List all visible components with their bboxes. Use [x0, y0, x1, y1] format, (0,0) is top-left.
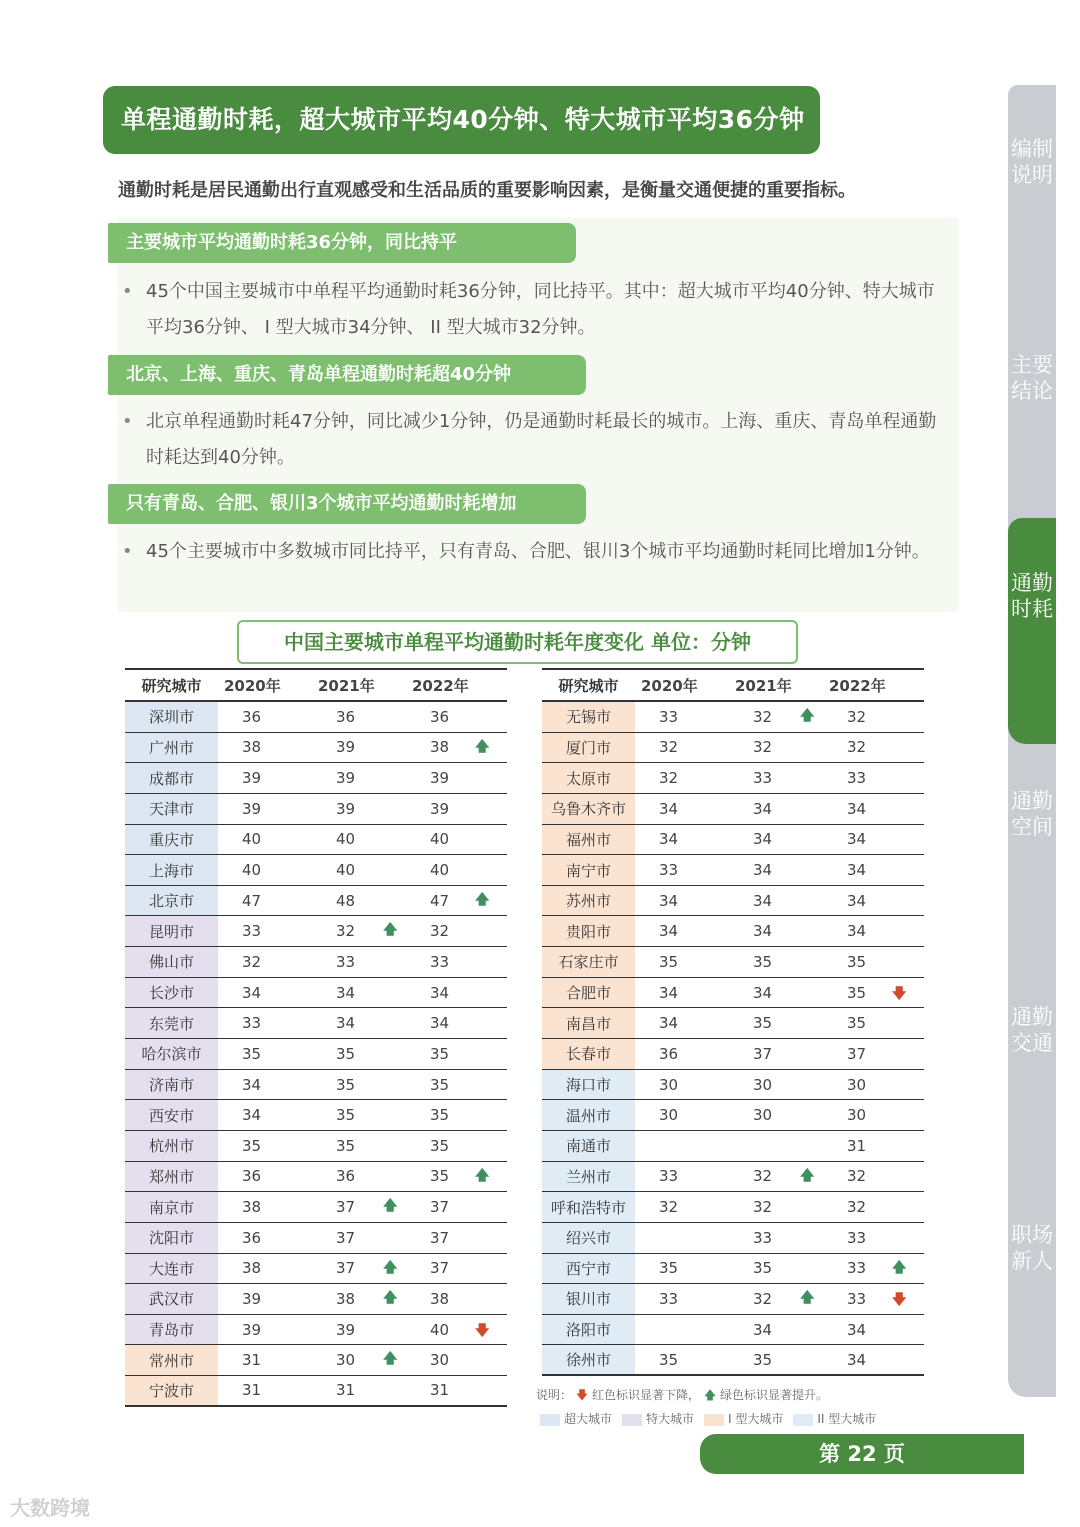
commute-value: 34 [753, 891, 773, 910]
commute-value: 30 [659, 1075, 679, 1094]
commute-value: 33 [242, 1014, 262, 1033]
commute-value: 33 [659, 861, 679, 880]
table-row [125, 1100, 507, 1131]
table-row [125, 1070, 507, 1101]
commute-value: 32 [753, 1198, 773, 1217]
commute-value: 33 [659, 707, 679, 726]
commute-value: 38 [242, 738, 262, 757]
up-arrow-icon: 🡅 [383, 1198, 398, 1215]
commute-value: 32 [847, 1167, 867, 1186]
city-name: 南昌市 [542, 1008, 635, 1038]
legend-swatch [704, 1414, 724, 1426]
legend-swatch [622, 1414, 642, 1426]
commute-value: 37 [336, 1228, 356, 1247]
header-year: 2020年 [641, 676, 698, 695]
city-name: 佛山市 [125, 947, 218, 977]
up-arrow-icon: 🡅 [475, 1167, 490, 1184]
commute-value: 37 [847, 1044, 867, 1063]
city-name: 杭州市 [125, 1131, 218, 1161]
city-tier-legend [540, 1410, 876, 1427]
commute-value: 34 [847, 861, 867, 880]
table-row [125, 978, 507, 1009]
commute-value: 35 [847, 952, 867, 971]
table-row [125, 855, 507, 886]
commute-value: 34 [847, 1320, 867, 1339]
city-name: 石家庄市 [542, 947, 635, 977]
up-arrow-icon: 🡅 [703, 1388, 717, 1402]
table-row [125, 1345, 507, 1376]
commute-value: 34 [847, 1350, 867, 1369]
commute-value: 33 [847, 1289, 867, 1308]
table-title: 中国主要城市单程平均通勤时耗年度变化 单位：分钟 [237, 620, 798, 664]
city-name: 武汉市 [125, 1284, 218, 1314]
section-head-2: 北京、上海、重庆、青岛单程通勤时耗超40分钟 [108, 355, 586, 395]
commute-value: 34 [336, 1014, 356, 1033]
commute-value: 39 [430, 769, 450, 788]
commute-value: 32 [847, 738, 867, 757]
side-nav-item-3[interactable]: 通勤时耗 [1011, 571, 1053, 621]
table-row [125, 947, 507, 978]
header-year: 2021年 [735, 676, 792, 695]
commute-value: 34 [753, 983, 773, 1002]
commute-value: 39 [242, 1289, 262, 1308]
commute-value: 37 [430, 1259, 450, 1278]
table-row [125, 1254, 507, 1285]
city-name: 济南市 [125, 1070, 218, 1100]
legend-swatch [793, 1414, 813, 1426]
table-header [125, 670, 507, 702]
city-name: 呼和浩特市 [542, 1192, 635, 1222]
commute-value: 35 [336, 1106, 356, 1125]
commute-value: 38 [336, 1289, 356, 1308]
commute-value: 40 [430, 1320, 450, 1339]
commute-value: 32 [659, 1198, 679, 1217]
commute-value: 34 [753, 861, 773, 880]
commute-value: 32 [847, 1198, 867, 1217]
table-row [125, 1039, 507, 1070]
section-text-2: 北京单程通勤时耗47分钟，同比减少1分钟，仍是通勤时耗最长的城市。上海、重庆、青岛单程通勤时耗达到40分钟。 [146, 411, 937, 468]
commute-value: 34 [659, 799, 679, 818]
city-name: 天津市 [125, 794, 218, 824]
header-year: 2022年 [412, 676, 469, 695]
table-row [542, 1008, 924, 1039]
watermark: 大数跨境 [10, 1496, 90, 1520]
bullet-icon: • [122, 281, 133, 302]
commute-value: 35 [336, 1044, 356, 1063]
table-row [125, 825, 507, 856]
commute-value: 39 [242, 799, 262, 818]
commute-value: 32 [336, 922, 356, 941]
commute-value: 37 [336, 1259, 356, 1278]
commute-value: 30 [430, 1351, 450, 1370]
city-name: 哈尔滨市 [125, 1039, 218, 1069]
page-title: 单程通勤时耗，超大城市平均40分钟、特大城市平均36分钟 [103, 86, 820, 154]
header-year: 2022年 [829, 676, 886, 695]
up-arrow-icon: 🡅 [800, 1290, 815, 1307]
city-name: 广州市 [125, 733, 218, 763]
table-row [542, 855, 924, 886]
city-name: 西宁市 [542, 1254, 635, 1284]
city-name: 太原市 [542, 763, 635, 793]
city-name: 长春市 [542, 1039, 635, 1069]
city-name: 银川市 [542, 1284, 635, 1314]
commute-value: 30 [847, 1106, 867, 1125]
legend-item [622, 1410, 694, 1427]
commute-value: 33 [753, 1228, 773, 1247]
city-name: 昆明市 [125, 916, 218, 946]
legend-swatch [540, 1414, 560, 1426]
commute-value: 38 [430, 1289, 450, 1308]
commute-value: 37 [336, 1198, 356, 1217]
commute-value: 36 [430, 707, 450, 726]
side-nav-item-1[interactable]: 编制说明 [1011, 137, 1053, 187]
table-row [125, 702, 507, 733]
down-arrow-icon: 🡇 [475, 1322, 490, 1339]
down-arrow-icon: 🡇 [892, 1292, 907, 1309]
commute-value: 35 [753, 1014, 773, 1033]
city-name: 无锡市 [542, 702, 635, 732]
down-arrow-icon: 🡇 [892, 985, 907, 1002]
commute-value: 35 [430, 1075, 450, 1094]
table-note [536, 1386, 828, 1407]
commute-value: 31 [242, 1381, 262, 1400]
commute-value: 34 [336, 983, 356, 1002]
legend-item [793, 1410, 876, 1427]
commute-value: 34 [847, 799, 867, 818]
table-row [125, 1162, 507, 1193]
city-name: 海口市 [542, 1070, 635, 1100]
table-row [125, 916, 507, 947]
section-head-1: 主要城市平均通勤时耗36分钟，同比持平 [108, 223, 576, 263]
commute-value: 34 [659, 830, 679, 849]
commute-value: 31 [430, 1381, 450, 1400]
legend-label: 特大城市 [646, 1412, 695, 1426]
table-row [125, 1192, 507, 1223]
table-row [542, 916, 924, 947]
commute-value: 35 [659, 1350, 679, 1369]
commute-value: 32 [753, 1167, 773, 1186]
commute-value: 30 [753, 1075, 773, 1094]
header-city: 研究城市 [141, 676, 202, 695]
table-row [542, 1039, 924, 1070]
up-arrow-icon: 🡅 [383, 1259, 398, 1276]
table-row [542, 1070, 924, 1101]
side-nav-item-6[interactable]: 职场新人 [1011, 1223, 1053, 1273]
table-row [542, 1284, 924, 1315]
city-name: 南京市 [125, 1192, 218, 1222]
section-body-3 [122, 534, 947, 570]
commute-value: 33 [242, 922, 262, 941]
section-text-3: 45个主要城市中多数城市同比持平，只有青岛、合肥、银川3个城市平均通勤时耗同比增加1分钟。 [146, 541, 930, 562]
commute-value: 35 [242, 1136, 262, 1155]
table-row [542, 702, 924, 733]
city-name: 成都市 [125, 763, 218, 793]
commute-value: 37 [430, 1228, 450, 1247]
table-row [542, 1192, 924, 1223]
table-row [542, 947, 924, 978]
header-year: 2020年 [224, 676, 281, 695]
commute-value: 32 [659, 769, 679, 788]
commute-value: 34 [753, 830, 773, 849]
commute-value: 30 [753, 1106, 773, 1125]
commute-value: 30 [847, 1075, 867, 1094]
commute-value: 37 [753, 1044, 773, 1063]
commute-value: 39 [336, 799, 356, 818]
commute-value: 40 [430, 830, 450, 849]
commute-value: 33 [753, 769, 773, 788]
commute-value: 36 [336, 707, 356, 726]
commute-value: 35 [659, 952, 679, 971]
lead-text: 通勤时耗是居民通勤出行直观感受和生活品质的重要影响因素，是衡量交通便捷的重要指标。 [118, 180, 856, 201]
commute-value: 35 [659, 1259, 679, 1278]
city-name: 苏州市 [542, 886, 635, 916]
commute-value: 32 [753, 738, 773, 757]
up-arrow-icon: 🡅 [475, 891, 490, 908]
commute-value: 33 [847, 1228, 867, 1247]
city-name: 南通市 [542, 1131, 635, 1161]
commute-value: 35 [430, 1044, 450, 1063]
commute-value: 39 [336, 738, 356, 757]
city-name: 上海市 [125, 855, 218, 885]
commute-table-right [542, 668, 924, 1376]
table-row [542, 794, 924, 825]
up-arrow-icon: 🡅 [800, 708, 815, 724]
note-up-text: 绿色标识显著提升。 [720, 1388, 829, 1402]
commute-value: 30 [659, 1106, 679, 1125]
commute-value: 35 [847, 1014, 867, 1033]
commute-value: 35 [430, 1106, 450, 1125]
commute-value: 35 [336, 1075, 356, 1094]
commute-value: 39 [336, 769, 356, 788]
commute-value: 32 [242, 952, 262, 971]
up-arrow-icon: 🡅 [475, 738, 490, 755]
table-row [542, 1100, 924, 1131]
table-row [125, 1315, 507, 1346]
table-row [542, 1315, 924, 1346]
city-name: 绍兴市 [542, 1223, 635, 1253]
commute-value: 39 [242, 769, 262, 788]
commute-value: 40 [430, 861, 450, 880]
commute-value: 34 [659, 891, 679, 910]
city-name: 兰州市 [542, 1162, 635, 1192]
table-row [125, 763, 507, 794]
page-number: 第 22 页 [700, 1434, 1024, 1474]
city-name: 东莞市 [125, 1008, 218, 1038]
commute-value: 31 [847, 1136, 867, 1155]
commute-value: 39 [430, 799, 450, 818]
commute-value: 32 [430, 922, 450, 941]
side-nav-item-4[interactable]: 通勤空间 [1011, 789, 1053, 839]
table-row [542, 1254, 924, 1285]
commute-value: 36 [242, 1228, 262, 1247]
commute-value: 40 [336, 830, 356, 849]
bullet-icon: • [122, 411, 133, 432]
commute-value: 33 [659, 1167, 679, 1186]
commute-value: 40 [242, 861, 262, 880]
up-arrow-icon: 🡅 [383, 922, 398, 939]
commute-value: 32 [753, 707, 773, 726]
up-arrow-icon: 🡅 [383, 1290, 398, 1307]
commute-value: 34 [753, 1320, 773, 1339]
table-row [125, 1131, 507, 1162]
up-arrow-icon: 🡅 [383, 1351, 398, 1368]
table-header [542, 670, 924, 702]
commute-value: 35 [242, 1044, 262, 1063]
commute-value: 39 [336, 1320, 356, 1339]
commute-value: 36 [659, 1044, 679, 1063]
commute-value: 34 [847, 891, 867, 910]
city-name: 青岛市 [125, 1315, 218, 1345]
commute-value: 33 [659, 1289, 679, 1308]
commute-value: 30 [336, 1351, 356, 1370]
bullet-icon: • [122, 541, 133, 562]
commute-value: 35 [430, 1167, 450, 1186]
section-head-3: 只有青岛、合肥、银川3个城市平均通勤时耗增加 [108, 484, 586, 524]
table-row [542, 733, 924, 764]
commute-value: 40 [336, 861, 356, 880]
commute-value: 37 [430, 1198, 450, 1217]
city-name: 郑州市 [125, 1162, 218, 1192]
city-name: 合肥市 [542, 978, 635, 1008]
commute-value: 35 [847, 983, 867, 1002]
commute-value: 34 [242, 983, 262, 1002]
commute-value: 34 [753, 799, 773, 818]
commute-value: 38 [242, 1198, 262, 1217]
section-body-2 [122, 404, 947, 476]
commute-value: 34 [753, 922, 773, 941]
legend-item [704, 1410, 783, 1427]
header-year: 2021年 [318, 676, 375, 695]
table-row [125, 1008, 507, 1039]
city-name: 贵阳市 [542, 916, 635, 946]
city-name: 西安市 [125, 1100, 218, 1130]
city-name: 重庆市 [125, 825, 218, 855]
commute-value: 36 [242, 707, 262, 726]
section-text-1: 45个中国主要城市中单程平均通勤时耗36分钟，同比持平。其中：超大城市平均40分钟、特大城市平均36分钟、 I 型大城市34分钟、 II 型大城市32分钟。 [146, 281, 935, 338]
commute-value: 31 [242, 1351, 262, 1370]
city-name: 宁波市 [125, 1376, 218, 1405]
city-name: 北京市 [125, 886, 218, 916]
table-row [125, 1223, 507, 1254]
legend-label: I 型大城市 [728, 1412, 784, 1426]
table-row [542, 886, 924, 917]
commute-value: 34 [242, 1106, 262, 1125]
city-name: 大连市 [125, 1254, 218, 1284]
commute-value: 34 [659, 983, 679, 1002]
commute-value: 35 [336, 1136, 356, 1155]
note-down-text: 红色标识显著下降， [592, 1388, 701, 1402]
table-row [125, 886, 507, 917]
commute-value: 39 [242, 1320, 262, 1339]
legend-label: 超大城市 [564, 1412, 613, 1426]
commute-value: 33 [847, 1259, 867, 1278]
side-nav-active-marker [1008, 518, 1056, 744]
table-row [542, 763, 924, 794]
side-nav-item-5[interactable]: 通勤交通 [1011, 1005, 1053, 1055]
commute-value: 32 [753, 1289, 773, 1308]
city-name: 徐州市 [542, 1345, 635, 1374]
legend-label: II 型大城市 [817, 1412, 877, 1426]
commute-value: 40 [242, 830, 262, 849]
commute-value: 47 [430, 891, 450, 910]
commute-value: 31 [336, 1381, 356, 1400]
up-arrow-icon: 🡅 [892, 1259, 907, 1276]
commute-value: 36 [242, 1167, 262, 1186]
commute-value: 33 [430, 952, 450, 971]
table-row [125, 1376, 507, 1407]
city-name: 南宁市 [542, 855, 635, 885]
commute-value: 35 [753, 1259, 773, 1278]
commute-value: 38 [430, 738, 450, 757]
note-prefix: 说明： [536, 1388, 573, 1402]
commute-value: 33 [847, 769, 867, 788]
up-arrow-icon: 🡅 [800, 1167, 815, 1184]
commute-value: 47 [242, 891, 262, 910]
city-name: 洛阳市 [542, 1315, 635, 1345]
commute-value: 34 [430, 983, 450, 1002]
city-name: 乌鲁木齐市 [542, 794, 635, 824]
city-name: 沈阳市 [125, 1223, 218, 1253]
down-arrow-icon: 🡇 [575, 1388, 589, 1402]
table-row [542, 1345, 924, 1376]
commute-value: 33 [336, 952, 356, 971]
commute-value: 34 [847, 922, 867, 941]
table-row [125, 1284, 507, 1315]
commute-value: 34 [430, 1014, 450, 1033]
commute-value: 34 [242, 1075, 262, 1094]
table-row [542, 1223, 924, 1254]
commute-value: 35 [753, 952, 773, 971]
city-name: 温州市 [542, 1100, 635, 1130]
table-row [542, 1162, 924, 1193]
commute-value: 35 [430, 1136, 450, 1155]
commute-value: 34 [847, 830, 867, 849]
legend-item [540, 1410, 612, 1427]
commute-value: 48 [336, 891, 356, 910]
commute-value: 32 [659, 738, 679, 757]
table-row [125, 794, 507, 825]
city-name: 厦门市 [542, 733, 635, 763]
city-name: 长沙市 [125, 978, 218, 1008]
header-city: 研究城市 [558, 676, 619, 695]
commute-value: 35 [753, 1350, 773, 1369]
commute-value: 36 [336, 1167, 356, 1186]
side-nav-item-2[interactable]: 主要结论 [1011, 353, 1053, 403]
table-row [542, 978, 924, 1009]
commute-value: 34 [659, 922, 679, 941]
table-row [542, 1131, 924, 1162]
commute-value: 34 [659, 1014, 679, 1033]
commute-table-left [125, 668, 507, 1407]
section-body-1 [122, 274, 947, 346]
city-name: 福州市 [542, 825, 635, 855]
commute-value: 38 [242, 1259, 262, 1278]
city-name: 深圳市 [125, 702, 218, 732]
commute-value: 32 [847, 707, 867, 726]
table-row [542, 825, 924, 856]
table-row [125, 733, 507, 764]
city-name: 常州市 [125, 1345, 218, 1375]
